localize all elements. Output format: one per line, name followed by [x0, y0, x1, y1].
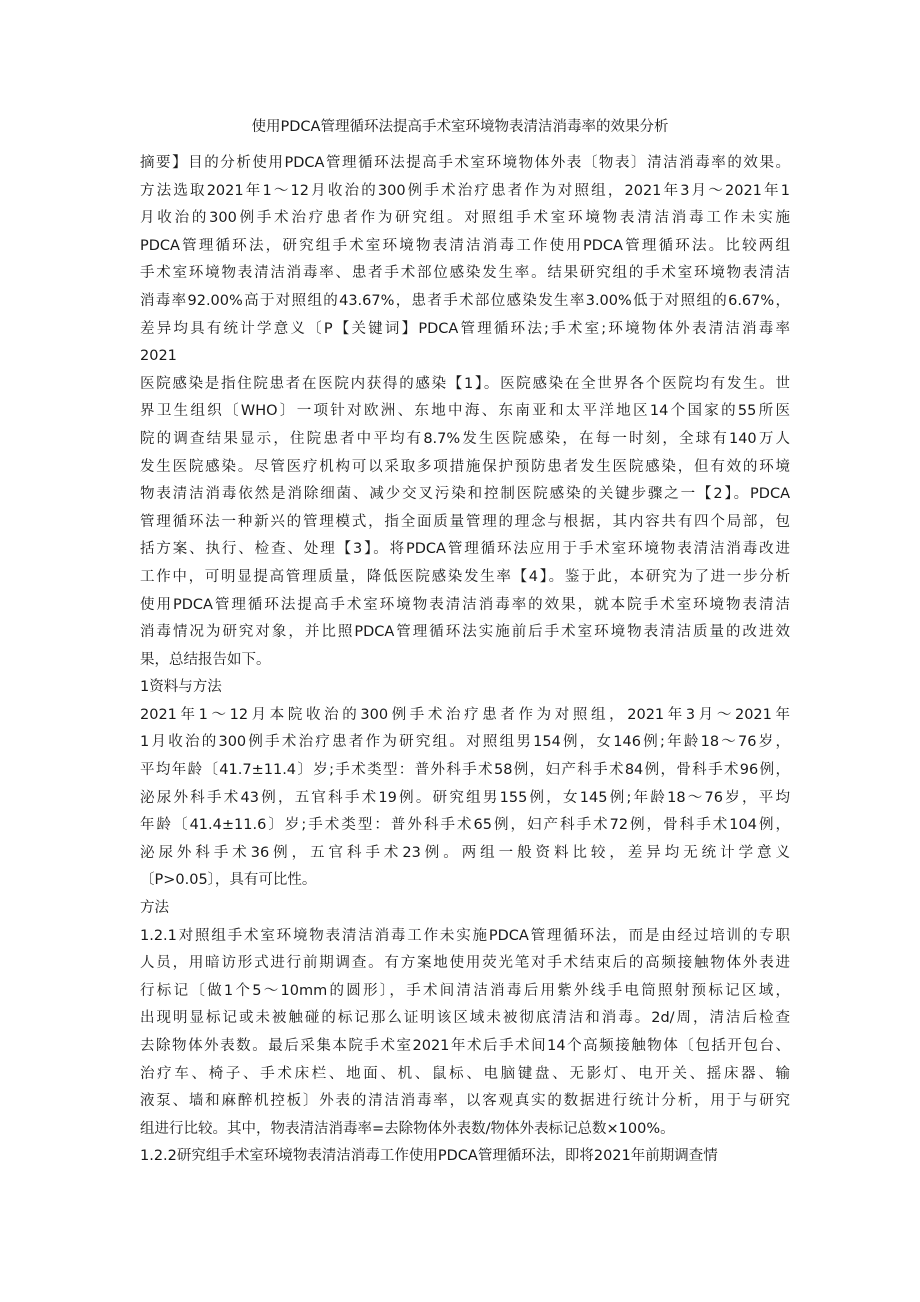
text-line: 1.2.1对照组手术室环境物表清洁消毒工作未实施PDCA管理循环法，而是由经过培训的专职 — [140, 927, 790, 944]
text-line: 果，总结报告如下。 — [140, 651, 271, 668]
text-line: 2021年1～12月本院收治的300例手术治疗患者作为对照组，2021年3月～2021年 — [140, 706, 790, 723]
text-line: 去除物体外表数。最后采集本院手术室2021年术后手术间14个高频接触物体〔包括开包台、 — [140, 1038, 790, 1054]
text-line: 年龄〔41.4±11.6〕岁;手术类型：普外科手术65例，妇产科手术72例，骨科手术104例， — [140, 817, 790, 834]
text-line: 出现明显标记或未被触碰的标记那么证明该区域未被彻底清洁和消毒。2d/周，清洁后检查 — [140, 1010, 790, 1027]
text-line: 方法选取2021年1～12月收治的300例手术治疗患者作为对照组，2021年3月～2021年1 — [140, 182, 790, 199]
text-line: 组进行比较。其中，物表清洁消毒率=去除物体外表数/物体外表标记总数×100%。 — [140, 1120, 675, 1137]
text-line: 方法 — [140, 900, 169, 917]
text-line: 括方案、执行、检查、处理【3】。将PDCA管理循环法应用于手术室环境物表清洁消毒改进 — [140, 541, 790, 558]
text-line: 人员，用暗访形式进行前期调查。有方案地使用荧光笔对手术结束后的高频接触物体外表进 — [140, 955, 790, 972]
text-line: 工作中，可明显提高管理质量，降低医院感染发生率【4】。鉴于此，本研究为了进一步分析 — [140, 568, 790, 585]
text-line: 物表清洁消毒依然是消除细菌、减少交叉污染和控制医院感染的关键步骤之一【2】。PDCA — [140, 486, 790, 503]
text-line: 摘要】目的分析使用PDCA管理循环法提高手术室环境物体外表〔物表〕清洁消毒率的效果。 — [140, 155, 790, 171]
text-line: 发生医院感染。尽管医疗机构可以采取多项措施保护预防患者发生医院感染，但有效的环境 — [140, 458, 790, 475]
document-title: 使用PDCA管理循环法提高手术室环境物表清洁消毒率的效果分析 — [251, 119, 669, 135]
text-line: 2021 — [140, 348, 177, 365]
text-line: 治疗车、椅子、手术床栏、地面、机、鼠标、电脑键盘、无影灯、电开关、摇床器、输 — [140, 1065, 790, 1082]
text-line: 1月收治的300例手术治疗患者作为研究组。对照组男154例，女146例;年龄18～76岁， — [140, 734, 790, 751]
text-line: 消毒情况为研究对象，并比照PDCA管理循环法实施前后手术室环境物表清洁质量的改进效 — [140, 624, 790, 641]
text-line: 泌尿外科手术36例，五官科手术23例。两组一般资料比较，差异均无统计学意义 — [140, 844, 790, 861]
text-line: 1资料与方法 — [140, 679, 222, 696]
text-line: 平均年龄〔41.7±11.4〕岁;手术类型：普外科手术58例，妇产科手术84例，骨科手术96例， — [140, 762, 790, 779]
text-line: 1.2.2研究组手术室环境物表清洁消毒工作使用PDCA管理循环法，即将2021年前期调查情 — [140, 1148, 718, 1165]
text-line: 泌尿外科手术43例，五官科手术19例。研究组男155例，女145例;年龄18～76岁，平均 — [140, 789, 790, 806]
text-line: 界卫生组织〔WHO〕一项针对欧洲、东地中海、东南亚和太平洋地区14个国家的55所医 — [140, 403, 790, 420]
text-line: 月收治的300例手术治疗患者作为研究组。对照组手术室环境物表清洁消毒工作未实施 — [140, 210, 790, 227]
text-line: PDCA管理循环法，研究组手术室环境物表清洁消毒工作使用PDCA管理循环法。比较两组 — [140, 237, 790, 254]
text-line: 液泵、墙和麻醉机控板〕外表的清洁消毒率，以客观真实的数据进行统计分析，用于与研究 — [140, 1093, 790, 1110]
text-line: 手术室环境物表清洁消毒率、患者手术部位感染发生率。结果研究组的手术室环境物表清洁 — [140, 265, 790, 282]
document-body — [140, 150, 790, 1171]
text-line: 行标记〔做1个5～10mm的圆形〕，手术间清洁消毒后用紫外线手电筒照射预标记区域， — [140, 982, 790, 999]
text-line: 院的调查结果显示，住院患者中平均有8.7%发生医院感染，在每一时刻，全球有140万人 — [140, 430, 790, 447]
text-line: 管理循环法一种新兴的管理模式，指全面质量管理的理念与根据，其内容共有四个局部，包 — [140, 513, 790, 530]
text-line: 使用PDCA管理循环法提高手术室环境物表清洁消毒率的效果，就本院手术室环境物表清洁 — [140, 596, 790, 613]
text-line: 医院感染是指住院患者在医院内获得的感染【1】。医院感染在全世界各个医院均有发生。世 — [140, 375, 790, 392]
text-line: 差异均具有统计学意义〔P【关键词】PDCA管理循环法;手术室;环境物体外表清洁消毒率 — [140, 320, 790, 337]
text-line: 消毒率92.00%高于对照组的43.67%，患者手术部位感染发生率3.00%低于对照组的6.67%， — [140, 292, 790, 309]
text-line: 〔P>0.05〕，具有可比性。 — [140, 872, 317, 889]
